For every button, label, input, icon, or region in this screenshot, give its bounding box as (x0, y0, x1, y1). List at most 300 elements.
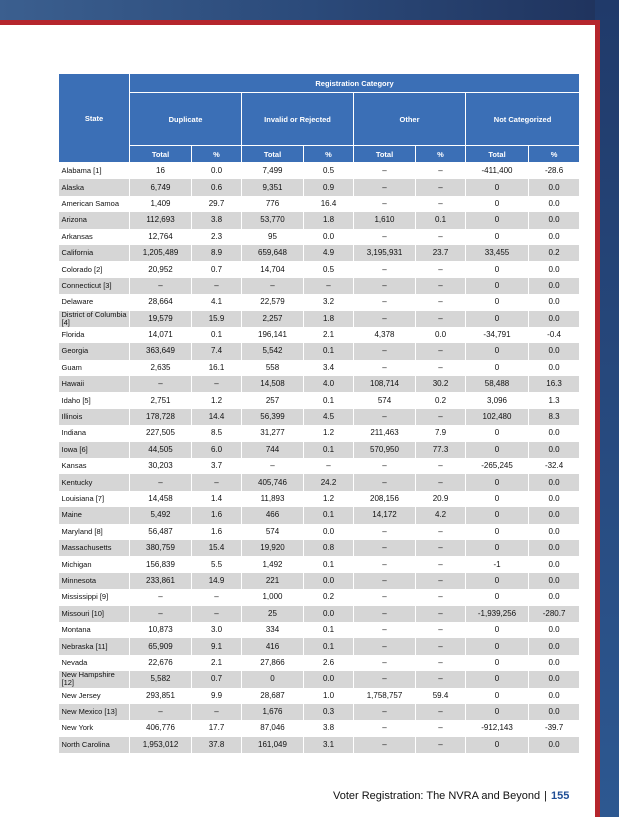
cell-not-categorized-total: 0 (466, 507, 529, 523)
cell-invalid-percent: 4.9 (304, 245, 354, 261)
cell-other-total: 108,714 (354, 376, 416, 392)
table-row (59, 655, 580, 671)
table-row (59, 638, 580, 654)
cell-invalid-percent: 0.0 (304, 573, 354, 589)
cell-state: Massachusetts (59, 540, 130, 556)
cell-other-total: 1,610 (354, 212, 416, 228)
cell-duplicate-total: 6,749 (130, 179, 192, 195)
cell-other-total: – (354, 474, 416, 490)
cell-not-categorized-percent: 16.3 (529, 376, 580, 392)
table-row (59, 507, 580, 523)
cell-not-categorized-percent: 0.0 (529, 343, 580, 359)
subheader-total: Total (466, 146, 529, 163)
cell-not-categorized-total: 33,455 (466, 245, 529, 261)
cell-duplicate-total: 56,487 (130, 524, 192, 540)
cell-invalid-total: 161,049 (242, 737, 304, 753)
cell-not-categorized-percent: 0.0 (529, 540, 580, 556)
cell-invalid-percent: 0.1 (304, 622, 354, 638)
table-row (59, 179, 580, 195)
cell-state: New Mexico [13] (59, 704, 130, 720)
cell-other-total: – (354, 655, 416, 671)
cell-duplicate-percent: 3.8 (192, 212, 242, 228)
cell-invalid-percent: 3.8 (304, 720, 354, 736)
cell-duplicate-total: 5,492 (130, 507, 192, 523)
cell-other-total: – (354, 573, 416, 589)
cell-duplicate-total: 5,582 (130, 671, 192, 687)
cell-invalid-percent: 0.5 (304, 163, 354, 180)
cell-not-categorized-total: 0 (466, 179, 529, 195)
cell-other-percent: – (416, 474, 466, 490)
cell-other-total: – (354, 540, 416, 556)
table-row (59, 327, 580, 343)
cell-other-percent: 0.1 (416, 212, 466, 228)
cell-invalid-total: 19,920 (242, 540, 304, 556)
cell-duplicate-total: 406,776 (130, 720, 192, 736)
cell-invalid-total: 405,746 (242, 474, 304, 490)
cell-other-percent: – (416, 671, 466, 687)
subheader-percent: % (304, 146, 354, 163)
cell-invalid-percent: 0.0 (304, 524, 354, 540)
subheader-total: Total (242, 146, 304, 163)
cell-invalid-total: 416 (242, 638, 304, 654)
cell-state: Hawaii (59, 376, 130, 392)
cell-other-total: 574 (354, 392, 416, 408)
cell-other-percent: – (416, 720, 466, 736)
cell-not-categorized-total: 0 (466, 524, 529, 540)
table-row (59, 606, 580, 622)
cell-duplicate-percent: 6.0 (192, 442, 242, 458)
cell-not-categorized-total: -265,245 (466, 458, 529, 474)
table-row (59, 245, 580, 261)
cell-not-categorized-total: 0 (466, 737, 529, 753)
cell-duplicate-percent: 14.4 (192, 409, 242, 425)
cell-other-percent: – (416, 556, 466, 572)
table-row (59, 491, 580, 507)
cell-duplicate-percent: – (192, 589, 242, 605)
cell-not-categorized-percent: 0.0 (529, 491, 580, 507)
cell-not-categorized-percent: 8.3 (529, 409, 580, 425)
cell-other-percent: – (416, 179, 466, 195)
cell-duplicate-percent: 3.7 (192, 458, 242, 474)
cell-invalid-percent: – (304, 278, 354, 294)
cell-duplicate-total: 28,664 (130, 294, 192, 310)
cell-not-categorized-percent: 0.0 (529, 196, 580, 212)
cell-not-categorized-percent: 0.0 (529, 737, 580, 753)
table-row (59, 737, 580, 753)
subheader-percent: % (192, 146, 242, 163)
cell-not-categorized-percent: 0.2 (529, 245, 580, 261)
cell-not-categorized-percent: -0.4 (529, 327, 580, 343)
table-row (59, 261, 580, 277)
table-row (59, 573, 580, 589)
cell-not-categorized-percent: 0.0 (529, 442, 580, 458)
table-row (59, 540, 580, 556)
cell-other-percent: 23.7 (416, 245, 466, 261)
table-row (59, 311, 580, 327)
cell-duplicate-total: 1,953,012 (130, 737, 192, 753)
cell-invalid-total: 659,648 (242, 245, 304, 261)
cell-duplicate-percent: 7.4 (192, 343, 242, 359)
cell-other-total: 211,463 (354, 425, 416, 441)
cell-not-categorized-total: 0 (466, 589, 529, 605)
cell-duplicate-total: 19,579 (130, 311, 192, 327)
cell-not-categorized-total: 0 (466, 196, 529, 212)
cell-state: Indiana (59, 425, 130, 441)
table-row (59, 294, 580, 310)
cell-not-categorized-total: 102,480 (466, 409, 529, 425)
cell-invalid-total: 196,141 (242, 327, 304, 343)
table-row (59, 392, 580, 408)
group-header-not-categorized: Not Categorized (466, 93, 580, 146)
cell-other-percent: – (416, 294, 466, 310)
cell-other-total: – (354, 360, 416, 376)
cell-state: Alaska (59, 179, 130, 195)
cell-invalid-total: 466 (242, 507, 304, 523)
cell-invalid-percent: 4.0 (304, 376, 354, 392)
cell-state: Iowa [6] (59, 442, 130, 458)
cell-not-categorized-percent: 0.0 (529, 655, 580, 671)
cell-other-percent: – (416, 278, 466, 294)
group-header-duplicate: Duplicate (130, 93, 242, 146)
cell-duplicate-total: 233,861 (130, 573, 192, 589)
cell-state: Nevada (59, 655, 130, 671)
cell-state: American Samoa (59, 196, 130, 212)
cell-not-categorized-percent: 0.0 (529, 278, 580, 294)
cell-other-total: – (354, 671, 416, 687)
cell-not-categorized-total: 0 (466, 622, 529, 638)
cell-not-categorized-percent: 1.3 (529, 392, 580, 408)
cell-invalid-percent: – (304, 458, 354, 474)
cell-state: District of Columbia [4] (59, 311, 130, 327)
cell-not-categorized-percent: 0.0 (529, 671, 580, 687)
cell-not-categorized-percent: 0.0 (529, 589, 580, 605)
table-row (59, 458, 580, 474)
cell-other-percent: – (416, 540, 466, 556)
cell-not-categorized-percent: 0.0 (529, 622, 580, 638)
cell-not-categorized-total: 0 (466, 261, 529, 277)
cell-invalid-total: 11,893 (242, 491, 304, 507)
table-row (59, 474, 580, 490)
cell-not-categorized-percent: 0.0 (529, 573, 580, 589)
cell-invalid-percent: 0.1 (304, 343, 354, 359)
cell-state: Missouri [10] (59, 606, 130, 622)
cell-other-percent: 59.4 (416, 688, 466, 704)
cell-duplicate-total: 44,505 (130, 442, 192, 458)
cell-state: Maryland [8] (59, 524, 130, 540)
cell-not-categorized-percent: 0.0 (529, 524, 580, 540)
cell-not-categorized-total: -1 (466, 556, 529, 572)
cell-not-categorized-total: 0 (466, 212, 529, 228)
cell-other-percent: 77.3 (416, 442, 466, 458)
cell-not-categorized-total: -34,791 (466, 327, 529, 343)
cell-invalid-total: 7,499 (242, 163, 304, 180)
cell-duplicate-percent: 0.0 (192, 163, 242, 180)
cell-invalid-total: 27,866 (242, 655, 304, 671)
cell-invalid-total: 14,704 (242, 261, 304, 277)
table-row (59, 442, 580, 458)
cell-not-categorized-total: 0 (466, 573, 529, 589)
cell-invalid-percent: 3.1 (304, 737, 354, 753)
cell-not-categorized-total: 0 (466, 655, 529, 671)
cell-state: Kentucky (59, 474, 130, 490)
page-number: 155 (550, 790, 570, 802)
cell-other-percent: – (416, 163, 466, 180)
cell-other-total: – (354, 343, 416, 359)
cell-duplicate-total: 112,693 (130, 212, 192, 228)
cell-other-total: – (354, 261, 416, 277)
cell-not-categorized-total: 0 (466, 671, 529, 687)
subheader-total: Total (130, 146, 192, 163)
cell-not-categorized-percent: 0.0 (529, 294, 580, 310)
cell-duplicate-percent: – (192, 474, 242, 490)
cell-invalid-percent: 2.1 (304, 327, 354, 343)
cell-duplicate-percent: 15.4 (192, 540, 242, 556)
cell-invalid-percent: 0.1 (304, 392, 354, 408)
cell-other-total: – (354, 720, 416, 736)
cell-state: Connecticut [3] (59, 278, 130, 294)
cell-not-categorized-total: 3,096 (466, 392, 529, 408)
cell-invalid-percent: 2.6 (304, 655, 354, 671)
cell-other-total: 570,950 (354, 442, 416, 458)
cell-duplicate-total: 22,676 (130, 655, 192, 671)
cell-state: Georgia (59, 343, 130, 359)
cell-other-total: – (354, 311, 416, 327)
table-body (59, 163, 580, 754)
cell-duplicate-total: – (130, 704, 192, 720)
cell-invalid-percent: 0.8 (304, 540, 354, 556)
cell-other-total: – (354, 458, 416, 474)
cell-other-total: – (354, 524, 416, 540)
cell-invalid-percent: 1.2 (304, 491, 354, 507)
cell-other-total: – (354, 229, 416, 245)
cell-state: New Hampshire [12] (59, 671, 130, 687)
frame-accent-right (595, 20, 600, 817)
cell-duplicate-total: 178,728 (130, 409, 192, 425)
cell-not-categorized-total: 0 (466, 442, 529, 458)
cell-other-percent: 30.2 (416, 376, 466, 392)
cell-other-percent: – (416, 360, 466, 376)
cell-duplicate-total: 2,751 (130, 392, 192, 408)
cell-invalid-total: 744 (242, 442, 304, 458)
cell-not-categorized-total: 0 (466, 491, 529, 507)
cell-duplicate-total: 65,909 (130, 638, 192, 654)
cell-invalid-percent: 16.4 (304, 196, 354, 212)
cell-duplicate-percent: 15.9 (192, 311, 242, 327)
table-row (59, 589, 580, 605)
state-header: State (59, 74, 130, 163)
cell-other-percent: – (416, 622, 466, 638)
cell-other-total: – (354, 606, 416, 622)
cell-other-total: – (354, 589, 416, 605)
cell-invalid-total: – (242, 278, 304, 294)
table-row (59, 229, 580, 245)
subheader-total: Total (354, 146, 416, 163)
table-row (59, 163, 580, 180)
cell-not-categorized-total: 58,488 (466, 376, 529, 392)
table-row (59, 524, 580, 540)
cell-not-categorized-percent: 0.0 (529, 474, 580, 490)
cell-duplicate-percent: 9.9 (192, 688, 242, 704)
cell-invalid-total: 2,257 (242, 311, 304, 327)
cell-invalid-percent: 3.2 (304, 294, 354, 310)
cell-duplicate-percent: – (192, 278, 242, 294)
cell-duplicate-total: 2,635 (130, 360, 192, 376)
cell-state: Alabama [1] (59, 163, 130, 180)
cell-state: Guam (59, 360, 130, 376)
cell-duplicate-total: 16 (130, 163, 192, 180)
cell-not-categorized-total: 0 (466, 360, 529, 376)
cell-duplicate-percent: 4.1 (192, 294, 242, 310)
cell-duplicate-percent: 37.8 (192, 737, 242, 753)
cell-invalid-total: 1,000 (242, 589, 304, 605)
cell-other-percent: – (416, 573, 466, 589)
footer-separator: | (544, 790, 547, 802)
cell-not-categorized-percent: 0.0 (529, 311, 580, 327)
cell-not-categorized-percent: 0.0 (529, 229, 580, 245)
cell-other-percent: – (416, 524, 466, 540)
cell-invalid-total: 574 (242, 524, 304, 540)
cell-invalid-total: 221 (242, 573, 304, 589)
cell-state: Illinois (59, 409, 130, 425)
cell-other-total: – (354, 163, 416, 180)
cell-other-percent: – (416, 638, 466, 654)
cell-other-total: – (354, 409, 416, 425)
cell-duplicate-total: 363,649 (130, 343, 192, 359)
cell-state: Florida (59, 327, 130, 343)
cell-duplicate-total: 12,764 (130, 229, 192, 245)
cell-other-percent: – (416, 311, 466, 327)
cell-other-total: – (354, 556, 416, 572)
table-row (59, 343, 580, 359)
cell-not-categorized-total: -411,400 (466, 163, 529, 180)
cell-other-percent: – (416, 343, 466, 359)
cell-duplicate-percent: 3.0 (192, 622, 242, 638)
cell-state: Idaho [5] (59, 392, 130, 408)
cell-duplicate-total: 30,203 (130, 458, 192, 474)
cell-duplicate-percent: – (192, 606, 242, 622)
cell-state: New Jersey (59, 688, 130, 704)
cell-state: Michigan (59, 556, 130, 572)
cell-duplicate-percent: 1.6 (192, 524, 242, 540)
cell-other-total: 4,378 (354, 327, 416, 343)
cell-not-categorized-total: 0 (466, 474, 529, 490)
document-page (0, 25, 595, 817)
table-row (59, 376, 580, 392)
cell-duplicate-percent: 8.9 (192, 245, 242, 261)
cell-duplicate-total: 1,205,489 (130, 245, 192, 261)
cell-duplicate-total: – (130, 474, 192, 490)
cell-invalid-total: 1,492 (242, 556, 304, 572)
cell-not-categorized-total: -912,143 (466, 720, 529, 736)
cell-invalid-total: 1,676 (242, 704, 304, 720)
cell-not-categorized-percent: 0.0 (529, 556, 580, 572)
cell-other-percent: – (416, 606, 466, 622)
cell-other-percent: – (416, 655, 466, 671)
cell-not-categorized-total: -1,939,256 (466, 606, 529, 622)
cell-other-percent: – (416, 409, 466, 425)
cell-state: Colorado [2] (59, 261, 130, 277)
cell-invalid-percent: 0.1 (304, 556, 354, 572)
cell-not-categorized-total: 0 (466, 229, 529, 245)
cell-duplicate-percent: 0.7 (192, 261, 242, 277)
cell-invalid-percent: 0.1 (304, 507, 354, 523)
cell-not-categorized-percent: 0.0 (529, 507, 580, 523)
table-row (59, 622, 580, 638)
cell-duplicate-total: 1,409 (130, 196, 192, 212)
cell-duplicate-percent: 1.2 (192, 392, 242, 408)
cell-other-percent: – (416, 589, 466, 605)
table-row (59, 409, 580, 425)
cell-invalid-percent: 0.0 (304, 671, 354, 687)
cell-not-categorized-total: 0 (466, 540, 529, 556)
cell-not-categorized-percent: -39.7 (529, 720, 580, 736)
cell-other-total: – (354, 278, 416, 294)
cell-other-total: – (354, 622, 416, 638)
cell-state: Mississippi [9] (59, 589, 130, 605)
cell-invalid-percent: 1.8 (304, 212, 354, 228)
cell-other-percent: – (416, 196, 466, 212)
cell-other-total: – (354, 737, 416, 753)
cell-other-percent: 7.9 (416, 425, 466, 441)
cell-not-categorized-total: 0 (466, 425, 529, 441)
cell-invalid-total: 334 (242, 622, 304, 638)
cell-invalid-percent: 4.5 (304, 409, 354, 425)
cell-duplicate-percent: 2.1 (192, 655, 242, 671)
cell-invalid-total: 87,046 (242, 720, 304, 736)
cell-state: Arkansas (59, 229, 130, 245)
table-row (59, 196, 580, 212)
table-row (59, 278, 580, 294)
cell-invalid-total: 257 (242, 392, 304, 408)
cell-invalid-percent: 0.5 (304, 261, 354, 277)
cell-other-total: 1,758,757 (354, 688, 416, 704)
registration-table (58, 73, 580, 753)
table-row (59, 671, 580, 687)
cell-not-categorized-total: 0 (466, 311, 529, 327)
cell-duplicate-total: 227,505 (130, 425, 192, 441)
cell-state: Delaware (59, 294, 130, 310)
cell-invalid-total: 25 (242, 606, 304, 622)
cell-invalid-percent: 0.1 (304, 442, 354, 458)
cell-duplicate-total: 20,952 (130, 261, 192, 277)
cell-not-categorized-percent: 0.0 (529, 179, 580, 195)
cell-state: Minnesota (59, 573, 130, 589)
cell-other-percent: 20.9 (416, 491, 466, 507)
subheader-percent: % (529, 146, 580, 163)
registration-category-header: Registration Category (130, 74, 580, 93)
cell-duplicate-total: – (130, 606, 192, 622)
group-header-other: Other (354, 93, 466, 146)
cell-state: New York (59, 720, 130, 736)
cell-duplicate-percent: 0.1 (192, 327, 242, 343)
cell-invalid-total: 9,351 (242, 179, 304, 195)
cell-not-categorized-percent: 0.0 (529, 360, 580, 376)
cell-duplicate-total: 14,071 (130, 327, 192, 343)
cell-other-total: 14,172 (354, 507, 416, 523)
cell-other-percent: – (416, 737, 466, 753)
cell-other-total: – (354, 294, 416, 310)
cell-not-categorized-percent: -280.7 (529, 606, 580, 622)
cell-invalid-total: 53,770 (242, 212, 304, 228)
cell-invalid-total: 95 (242, 229, 304, 245)
table-row (59, 720, 580, 736)
cell-invalid-percent: 0.3 (304, 704, 354, 720)
cell-not-categorized-percent: 0.0 (529, 425, 580, 441)
cell-duplicate-percent: 14.9 (192, 573, 242, 589)
cell-other-percent: – (416, 229, 466, 245)
cell-other-total: – (354, 704, 416, 720)
cell-not-categorized-total: 0 (466, 294, 529, 310)
